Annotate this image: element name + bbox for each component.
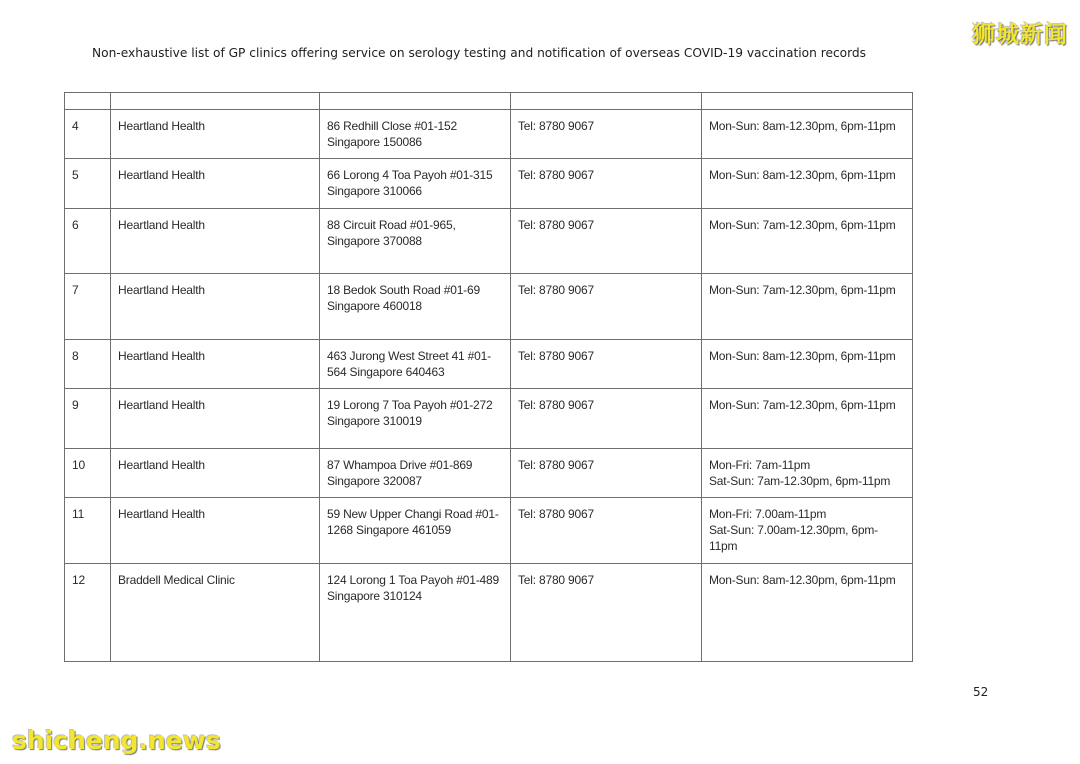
opening-hours-line: Mon-Sun: 8am-12.30pm, 6pm-11pm [709,573,896,587]
table-row [65,340,913,389]
opening-hours-cell [702,209,913,274]
telephone: Tel: 8780 9067 [518,168,594,182]
address-line: Singapore 150086 [327,135,422,149]
opening-hours-line: Mon-Sun: 7am-12.30pm, 6pm-11pm [709,398,896,412]
row-number: 7 [72,283,79,297]
telephone: Tel: 8780 9067 [518,283,594,297]
row-number-cell [65,449,111,498]
address-line: 86 Redhill Close #01-152 [327,119,457,133]
telephone-cell [511,110,702,159]
opening-hours-cell [702,564,913,662]
opening-hours-line: Mon-Sun: 8am-12.30pm, 6pm-11pm [709,119,896,133]
address-cell [320,340,511,389]
row-number-cell [65,274,111,340]
document-title: Non-exhaustive list of GP clinics offering service on serology testing and notification of overseas COVID-19 vaccination records [92,46,866,60]
address-line: Singapore 460018 [327,299,422,313]
address-line: 66 Lorong 4 Toa Payoh #01-315 [327,168,493,182]
address-line: 19 Lorong 7 Toa Payoh #01-272 [327,398,493,412]
clinic-name-cell [111,498,320,564]
address-cell [320,274,511,340]
telephone: Tel: 8780 9067 [518,218,594,232]
address-cell [320,449,511,498]
opening-hours-cell [702,498,913,564]
row-number-cell [65,159,111,209]
address-line: 1268 Singapore 461059 [327,523,451,537]
clinic-name: Braddell Medical Clinic [118,573,235,587]
clinic-name-cell [111,159,320,209]
table-row [65,110,913,159]
opening-hours-line: Mon-Fri: 7.00am-11pm [709,507,827,521]
opening-hours-cell [702,389,913,449]
address-cell [320,209,511,274]
clinic-name-cell [111,274,320,340]
opening-hours-line: Sat-Sun: 7am-12.30pm, 6pm-11pm [709,474,891,488]
clinic-name: Heartland Health [118,283,205,297]
spacer-cell [111,93,320,110]
row-number: 10 [72,458,85,472]
clinic-name: Heartland Health [118,507,205,521]
table-header-spacer-row [65,93,913,110]
row-number: 6 [72,218,79,232]
opening-hours-line: 11pm [709,539,738,553]
address-line: 18 Bedok South Road #01-69 [327,283,480,297]
clinic-name-cell [111,389,320,449]
telephone-cell [511,389,702,449]
opening-hours-line: Mon-Sun: 8am-12.30pm, 6pm-11pm [709,349,896,363]
row-number: 9 [72,398,79,412]
address-line: 564 Singapore 640463 [327,365,445,379]
address-line: 87 Whampoa Drive #01-869 [327,458,473,472]
table-row [65,389,913,449]
clinic-name-cell [111,564,320,662]
opening-hours-cell [702,110,913,159]
telephone-cell [511,498,702,564]
telephone: Tel: 8780 9067 [518,507,594,521]
spacer-cell [511,93,702,110]
row-number-cell [65,389,111,449]
address-line: Singapore 370088 [327,234,422,248]
table-row [65,159,913,209]
address-cell [320,498,511,564]
row-number-cell [65,209,111,274]
address-cell [320,564,511,662]
clinic-name-cell [111,209,320,274]
table-row [65,564,913,662]
table-row [65,498,913,564]
table-row [65,209,913,274]
opening-hours-line: Mon-Fri: 7am-11pm [709,458,811,472]
spacer-cell [702,93,913,110]
clinic-name: Heartland Health [118,398,205,412]
clinic-name: Heartland Health [118,458,205,472]
row-number: 5 [72,168,79,182]
address-line: Singapore 310066 [327,184,422,198]
table-row [65,274,913,340]
row-number: 4 [72,119,79,133]
row-number-cell [65,498,111,564]
spacer-cell [320,93,511,110]
row-number: 8 [72,349,79,363]
telephone: Tel: 8780 9067 [518,119,594,133]
opening-hours-line: Mon-Sun: 8am-12.30pm, 6pm-11pm [709,168,896,182]
table-row [65,449,913,498]
opening-hours-line: Mon-Sun: 7am-12.30pm, 6pm-11pm [709,283,896,297]
page-number: 52 [973,685,989,699]
clinic-name-cell [111,110,320,159]
row-number-cell [65,564,111,662]
clinic-name-cell [111,340,320,389]
telephone: Tel: 8780 9067 [518,398,594,412]
address-line: 124 Lorong 1 Toa Payoh #01-489 [327,573,499,587]
telephone-cell [511,159,702,209]
clinic-name: Heartland Health [118,119,205,133]
address-line: 88 Circuit Road #01-965, [327,218,456,232]
address-cell [320,110,511,159]
opening-hours-cell [702,274,913,340]
telephone: Tel: 8780 9067 [518,458,594,472]
telephone-cell [511,449,702,498]
telephone-cell [511,564,702,662]
row-number-cell [65,110,111,159]
opening-hours-line: Mon-Sun: 7am-12.30pm, 6pm-11pm [709,218,896,232]
address-line: Singapore 310019 [327,414,422,428]
clinic-name-cell [111,449,320,498]
spacer-cell [65,93,111,110]
address-cell [320,159,511,209]
row-number: 12 [72,573,85,587]
opening-hours-cell [702,340,913,389]
row-number-cell [65,340,111,389]
opening-hours-cell [702,159,913,209]
clinic-name: Heartland Health [118,168,205,182]
address-line: Singapore 320087 [327,474,422,488]
telephone-cell [511,340,702,389]
telephone: Tel: 8780 9067 [518,573,594,587]
clinic-name: Heartland Health [118,349,205,363]
clinic-table [64,92,913,662]
address-line: Singapore 310124 [327,589,422,603]
clinic-name: Heartland Health [118,218,205,232]
telephone-cell [511,274,702,340]
row-number: 11 [72,507,85,521]
watermark-top-logo: 狮城新闻 [972,22,1068,48]
opening-hours-cell [702,449,913,498]
telephone-cell [511,209,702,274]
watermark-bottom-logo: shicheng.news [12,726,221,755]
telephone: Tel: 8780 9067 [518,349,594,363]
address-line: 463 Jurong West Street 41 #01- [327,349,491,363]
address-cell [320,389,511,449]
address-line: 59 New Upper Changi Road #01- [327,507,499,521]
opening-hours-line: Sat-Sun: 7.00am-12.30pm, 6pm- [709,523,878,537]
